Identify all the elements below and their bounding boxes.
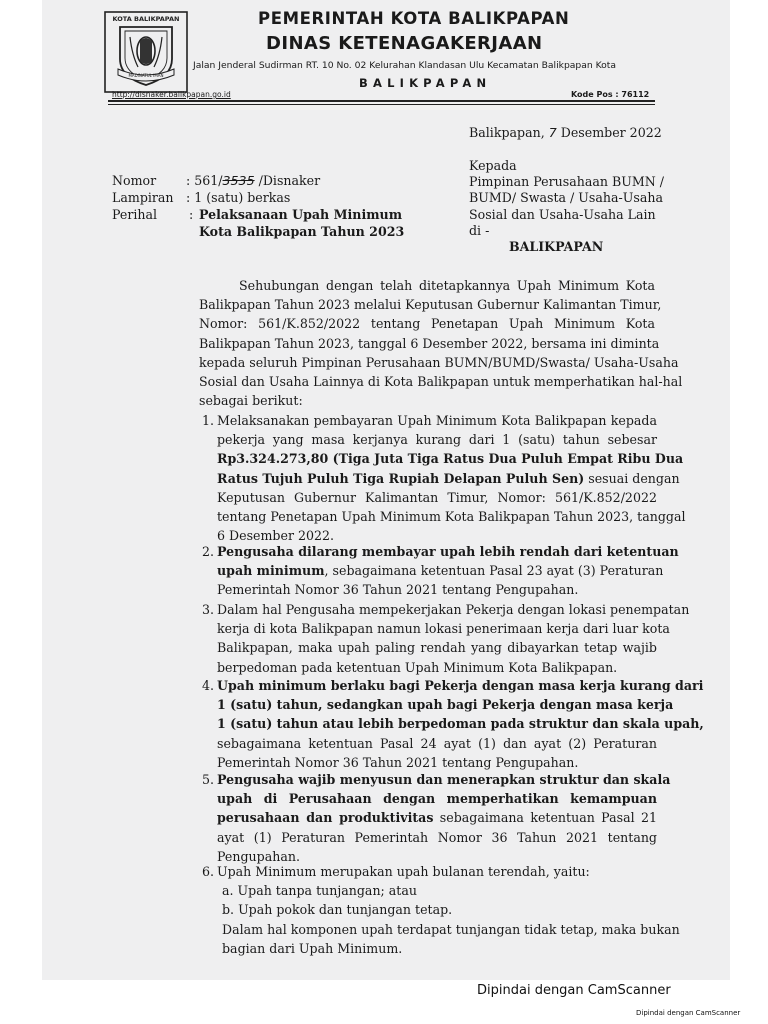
perihal-label: Perihal bbox=[112, 207, 158, 222]
agency-name: DINAS KETENAGAKERJAAN bbox=[266, 33, 543, 54]
item-4-number: 4. bbox=[202, 678, 215, 693]
list-item-5: Pengusaha wajib menyusun dan menerapkan struktur dan skala upah di Perusahaan dengan memperhatikan kemampuan perusahaan dan produktivitas sebagaimana ketentuan Pasal 21 ayat (1) Peraturan Pemerintah Nomor 36 Tahun 2021 tentang Pengupahan. bbox=[217, 772, 671, 864]
nomor-value: : 561/3535 /Disnaker bbox=[186, 173, 321, 188]
agency-city: BALIKPAPAN bbox=[359, 76, 492, 90]
camscanner-watermark-small: Dipindai dengan CamScanner bbox=[636, 1009, 741, 1017]
recipient-city: BALIKPAPAN bbox=[509, 239, 604, 254]
government-name: PEMERINTAH KOTA BALIKPAPAN bbox=[258, 9, 570, 28]
item-6-number: 6. bbox=[202, 864, 215, 879]
list-item-2: Pengusaha dilarang membayar upah lebih rendah dari ketentuan upah minimum, sebagaimana ketentuan Pasal 23 ayat (3) Peraturan Pemerintah Nomor 36 Tahun 2021 tentang Pengupahan. bbox=[217, 544, 679, 598]
sub-item-b: b. Upah pokok dan tunjangan tetap. bbox=[222, 902, 453, 918]
handwritten-day: 7 bbox=[548, 125, 557, 140]
perihal-colon: : bbox=[189, 207, 194, 222]
item-5-number: 5. bbox=[202, 772, 215, 787]
perihal-subject-line-1: Pelaksanaan Upah Minimum bbox=[199, 207, 403, 222]
nomor-label: Nomor bbox=[112, 173, 157, 188]
list-item-3: Dalam hal Pengusaha mempekerjakan Pekerja dengan lokasi penempatan kerja di kota Balikpapan namun lokasi penerimaan kerja dari luar kota Balikpapan, maka upah paling rendah yang dibayarkan tetap wajib berpedoman pada ketentuan Upah Minimum Kota Balikpapan. bbox=[217, 602, 690, 675]
item-1-number: 1. bbox=[202, 413, 215, 428]
letter-date: Balikpapan, 7 Desember 2022 bbox=[469, 125, 662, 140]
list-item-4: Upah minimum berlaku bagi Pekerja dengan masa kerja kurang dari 1 (satu) tahun, sedangkan upah bagi Pekerja dengan masa kerja 1 (satu) tahun atau lebih berpedoman pada struktur dan skala upah, sebagaimana ketentuan Pasal 24 ayat (1) dan ayat (2) Peraturan Pemerintah Nomor 36 Tahun 2021 tentang Pengupahan. bbox=[217, 678, 704, 770]
svg-text:KOTA BALIKPAPAN: KOTA BALIKPAPAN bbox=[112, 15, 180, 23]
recipient-line-2: BUMD/ Swasta / Usaha-Usaha bbox=[469, 190, 663, 205]
postal-code: Kode Pos : 76112 bbox=[571, 90, 650, 99]
recipient-kepada: Kepada bbox=[469, 158, 517, 173]
agency-address: Jalan Jenderal Sudirman RT. 10 No. 02 Kelurahan Klandasan Ulu Kecamatan Balikpapan Kota bbox=[193, 60, 617, 71]
lampiran-label: Lampiran bbox=[112, 190, 174, 205]
recipient-line-3: Sosial dan Usaha-Usaha Lain bbox=[469, 207, 656, 222]
agency-website-link[interactable]: http://disnaker.balikpapan.go.id bbox=[112, 90, 231, 99]
camscanner-watermark: Dipindai dengan CamScanner bbox=[477, 983, 671, 998]
sub-item-a: a. Upah tanpa tunjangan; atau bbox=[222, 883, 417, 899]
list-item-1: Melaksanakan pembayaran Upah Minimum Kota Balikpapan kepada pekerja yang masa kerjanya kurang dari 1 (satu) tahun sebesar Rp3.324.273,80 (Tiga Juta Tiga Ratus Dua Puluh Empat Ribu Dua Ratus Tujuh Puluh Tiga Rupiah Delapan Puluh Sen) sesuai dengan Keputusan Gubernur Kalimantan Timur, Nomor: 561/K.852/2022 tentang Penetapan Upah Minimum Kota Balikpapan Tahun 2023, tanggal 6 Desember 2022. bbox=[217, 413, 686, 544]
handwritten-letter-number: 3535 bbox=[222, 173, 255, 188]
letterhead-divider bbox=[108, 100, 655, 102]
item-2-number: 2. bbox=[202, 544, 215, 559]
intro-paragraph: Sehubungan dengan telah ditetapkannya Upah Minimum Kota Balikpapan Tahun 2023 melalui Keputusan Gubernur Kalimantan Timur, Nomor: 561/K.852/2022 tentang Penetapan Upah Minimum Kota Balikpapan Tahun 2023, tanggal 6 Desember 2022, bersama ini diminta kepada seluruh Pimpinan Perusahaan BUMN/BUMD/Swasta/ Usaha-Usaha Sosial dan Usaha Lainnya di Kota Balikpapan untuk memperhatikan hal-hal sebagai berikut: bbox=[199, 278, 683, 409]
svg-text:MADINATUL IMAN: MADINATUL IMAN bbox=[128, 73, 164, 78]
item-3-number: 3. bbox=[202, 602, 215, 617]
lampiran-value: : 1 (satu) berkas bbox=[186, 190, 291, 205]
perihal-subject-line-2: Kota Balikpapan Tahun 2023 bbox=[199, 224, 405, 239]
list-item-6: Upah Minimum merupakan upah bulanan terendah, yaitu: a. Upah tanpa tunjangan; atau b. Upah pokok dan tunjangan tetap. Dalam hal komponen upah terdapat tunjangan tidak tetap, maka bukan bagian dari Upah Minimum. bbox=[217, 864, 680, 956]
recipient-di: di - bbox=[469, 223, 490, 238]
recipient-line-1: Pimpinan Perusahaan BUMN / bbox=[469, 174, 664, 189]
city-emblem-logo bbox=[104, 11, 188, 93]
letterhead-divider-thin bbox=[108, 104, 655, 105]
